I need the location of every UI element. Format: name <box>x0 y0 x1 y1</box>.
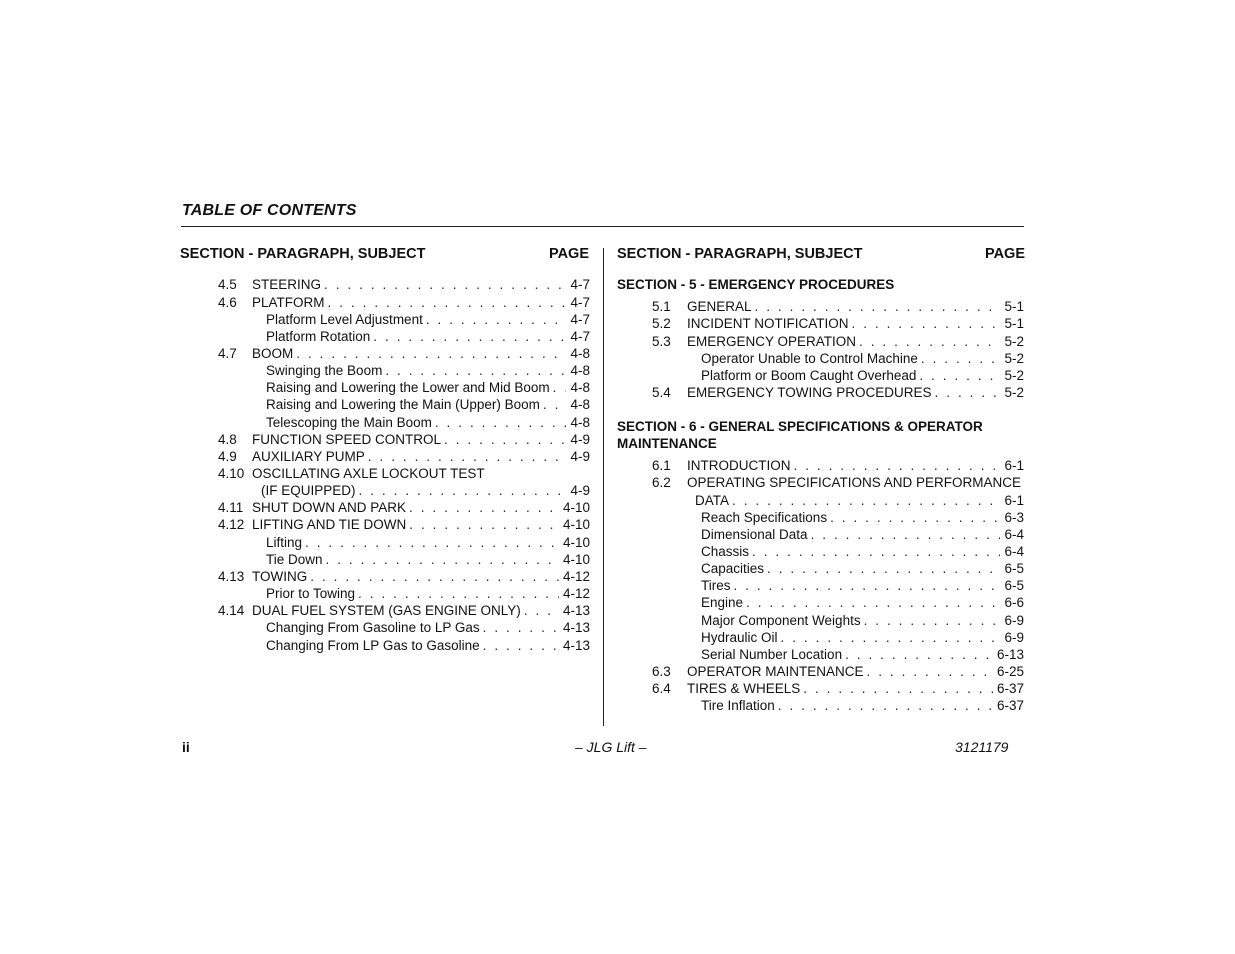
section6-heading-line2: MAINTENANCE <box>617 436 717 451</box>
toc-entry[interactable] <box>652 543 1024 560</box>
toc-entry[interactable] <box>652 560 1024 577</box>
toc-entry-page: 4-10 <box>562 552 590 567</box>
toc-entry-page: 4-8 <box>570 415 590 430</box>
toc-entry[interactable] <box>218 602 590 619</box>
toc-leader-dots <box>830 509 1000 526</box>
toc-leader-dots <box>483 619 559 636</box>
toc-entry[interactable] <box>652 680 1024 697</box>
toc-entry-number: 5.3 <box>652 334 671 349</box>
toc-entry-page: 5-2 <box>1004 351 1024 366</box>
toc-entry[interactable] <box>652 612 1024 629</box>
toc-entry[interactable] <box>652 629 1024 646</box>
toc-entry-page: 4-13 <box>562 620 590 635</box>
toc-entry-page: 4-12 <box>562 569 590 584</box>
toc-entry-page: 4-10 <box>562 535 590 550</box>
toc-entry-title: Dimensional Data <box>701 527 808 542</box>
toc-entry-page: 6-25 <box>996 664 1024 679</box>
toc-leader-dots <box>358 585 559 602</box>
toc-entry-title: PLATFORM <box>252 295 325 310</box>
toc-entry-page: 4-7 <box>570 312 590 327</box>
toc-entry[interactable] <box>218 568 590 585</box>
toc-entry[interactable] <box>218 465 590 482</box>
toc-entry-title: Changing From LP Gas to Gasoline <box>266 638 480 653</box>
toc-entry-page: 4-13 <box>562 638 590 653</box>
toc-leader-dots <box>553 379 567 396</box>
toc-entry-title: INCIDENT NOTIFICATION <box>687 316 849 331</box>
toc-leader-dots <box>781 629 1001 646</box>
toc-entry-page: 6-37 <box>996 698 1024 713</box>
column-divider <box>603 248 604 726</box>
toc-leader-dots <box>444 431 566 448</box>
toc-entry-title: DATA <box>695 493 730 508</box>
toc-entry[interactable] <box>218 396 590 413</box>
toc-entry-page: 6-9 <box>1004 613 1024 628</box>
left-heading-subject: SECTION - PARAGRAPH, SUBJECT <box>180 246 426 262</box>
toc-leader-dots <box>426 311 567 328</box>
toc-entry-page: 4-12 <box>562 586 590 601</box>
toc-entry-page: 4-8 <box>570 397 590 412</box>
toc-entry-page: 4-9 <box>570 449 590 464</box>
toc-entry-title: TOWING <box>252 569 308 584</box>
toc-entry-page: 4-7 <box>570 277 590 292</box>
toc-entry[interactable] <box>652 350 1024 367</box>
toc-entry[interactable] <box>218 345 590 362</box>
toc-entry-title: OSCILLATING AXLE LOCKOUT TEST <box>252 466 485 481</box>
page-title: TABLE OF CONTENTS <box>182 202 357 219</box>
toc-entry-title: LIFTING AND TIE DOWN <box>252 517 407 532</box>
toc-leader-dots <box>746 594 1000 611</box>
toc-entry-title: EMERGENCY OPERATION <box>687 334 857 349</box>
toc-entry-title: Tire Inflation <box>701 698 775 713</box>
toc-entry-title: (IF EQUIPPED) <box>261 483 356 498</box>
toc-entry-page: 4-9 <box>570 432 590 447</box>
toc-entry[interactable] <box>652 384 1024 401</box>
toc-entry-number: 6.4 <box>652 681 671 696</box>
title-divider <box>181 226 1024 227</box>
toc-entry-title: FUNCTION SPEED CONTROL <box>252 432 442 447</box>
toc-leader-dots <box>755 298 1001 315</box>
toc-leader-dots <box>752 543 1000 560</box>
toc-entry-number: 4.11 <box>218 500 244 515</box>
toc-entry-title: TIRES & WHEELS <box>687 681 801 696</box>
toc-entry-title: EMERGENCY TOWING PROCEDURES <box>687 385 932 400</box>
toc-entry[interactable] <box>218 294 590 311</box>
toc-entry-title: Telescoping the Main Boom <box>266 415 432 430</box>
toc-leader-dots <box>368 448 567 465</box>
toc-entry-number: 4.12 <box>218 517 245 532</box>
toc-leader-dots <box>811 526 1001 543</box>
toc-entry-page: 6-37 <box>996 681 1024 696</box>
toc-leader-dots <box>373 328 566 345</box>
toc-leader-dots <box>803 680 993 697</box>
toc-entry[interactable] <box>218 516 590 533</box>
toc-entry-title: AUXILIARY PUMP <box>252 449 365 464</box>
toc-leader-dots <box>845 646 993 663</box>
toc-leader-dots <box>778 697 993 714</box>
toc-entry[interactable] <box>218 551 590 568</box>
toc-leader-dots <box>524 602 559 619</box>
toc-leader-dots <box>767 560 1000 577</box>
toc-entry[interactable] <box>652 697 1024 714</box>
toc-entry[interactable] <box>652 315 1024 332</box>
toc-entry-title: BOOM <box>252 346 294 361</box>
toc-entry[interactable] <box>218 311 590 328</box>
toc-leader-dots <box>859 333 1000 350</box>
toc-entry-title: GENERAL <box>687 299 752 314</box>
toc-leader-dots <box>921 350 1001 367</box>
toc-entry-page: 6-6 <box>1004 595 1024 610</box>
toc-entry[interactable] <box>218 637 590 654</box>
toc-entry-number: 6.1 <box>652 458 671 473</box>
toc-entry-page: 6-1 <box>1004 458 1024 473</box>
toc-leader-dots <box>310 568 559 585</box>
toc-entry-number: 5.2 <box>652 316 671 331</box>
toc-entry-number: 5.1 <box>652 299 671 314</box>
toc-leader-dots <box>324 276 566 293</box>
toc-entry-title: Reach Specifications <box>701 510 828 525</box>
toc-leader-dots <box>305 534 559 551</box>
left-column-heading <box>180 246 589 262</box>
toc-entry[interactable] <box>652 474 1024 491</box>
toc-entry-title: Platform Level Adjustment <box>266 312 423 327</box>
toc-leader-dots <box>385 362 566 379</box>
toc-entry-page: 6-1 <box>1004 493 1024 508</box>
left-heading-page: PAGE <box>548 246 589 262</box>
toc-entry[interactable] <box>218 328 590 345</box>
toc-entry-title: DUAL FUEL SYSTEM (GAS ENGINE ONLY) <box>252 603 521 618</box>
toc-entry-page: 4-8 <box>570 363 590 378</box>
toc-entry-page: 6-3 <box>1004 510 1024 525</box>
toc-entry[interactable] <box>218 448 590 465</box>
toc-leader-dots <box>409 516 559 533</box>
toc-leader-dots <box>732 492 1000 509</box>
toc-entry[interactable] <box>652 646 1024 663</box>
toc-entry-number: 6.3 <box>652 664 671 679</box>
toc-leader-dots <box>326 551 559 568</box>
toc-entry-title: Changing From Gasoline to LP Gas <box>266 620 480 635</box>
toc-entry[interactable] <box>218 585 590 602</box>
toc-entry-page: 4-10 <box>562 517 590 532</box>
toc-entry[interactable] <box>218 362 590 379</box>
toc-entry-page: 4-7 <box>570 295 590 310</box>
toc-entry[interactable] <box>218 482 590 499</box>
toc-entry-title: Tires <box>701 578 731 593</box>
toc-entry[interactable] <box>218 414 590 431</box>
toc-entry[interactable] <box>652 526 1024 543</box>
toc-entry-title: STEERING <box>252 277 322 292</box>
toc-entry-title: Chassis <box>701 544 750 559</box>
toc-entry-page: 6-13 <box>996 647 1024 662</box>
toc-entry-title: Major Component Weights <box>701 613 861 628</box>
toc-entry-page: 6-5 <box>1004 561 1024 576</box>
toc-entry-page: 4-7 <box>570 329 590 344</box>
toc-leader-dots <box>864 612 1001 629</box>
toc-entry[interactable] <box>652 298 1024 315</box>
toc-entry[interactable] <box>218 534 590 551</box>
toc-leader-dots <box>543 396 567 413</box>
toc-entry-title: Lifting <box>266 535 303 550</box>
toc-entry-page: 4-10 <box>562 500 590 515</box>
toc-entry-page: 4-8 <box>570 346 590 361</box>
toc-entry-title: SHUT DOWN AND PARK <box>252 500 407 515</box>
right-column-heading <box>617 246 1025 262</box>
toc-entry-title: Capacities <box>701 561 765 576</box>
toc-leader-dots <box>919 367 1000 384</box>
toc-entry-title: OPERATING SPECIFICATIONS AND PERFORMANCE <box>687 475 1022 490</box>
toc-entry[interactable] <box>652 457 1024 474</box>
toc-entry[interactable] <box>652 663 1024 680</box>
toc-entry-number: 4.8 <box>218 432 237 447</box>
toc-leader-dots <box>483 637 559 654</box>
toc-entry-number: 4.6 <box>218 295 237 310</box>
toc-entry-page: 5-1 <box>1004 299 1024 314</box>
toc-entry-page: 6-9 <box>1004 630 1024 645</box>
toc-entry-title: Platform Rotation <box>266 329 371 344</box>
toc-leader-dots <box>409 499 559 516</box>
toc-entry-page: 6-4 <box>1004 527 1024 542</box>
toc-entry-title: Tie Down <box>266 552 323 567</box>
toc-entry[interactable] <box>218 499 590 516</box>
toc-entry-page: 6-5 <box>1004 578 1024 593</box>
toc-entry-number: 4.10 <box>218 466 245 481</box>
toc-entry-title: Engine <box>701 595 744 610</box>
toc-entry-title: Hydraulic Oil <box>701 630 778 645</box>
toc-entry[interactable] <box>218 276 590 293</box>
toc-entry-number: 4.13 <box>218 569 245 584</box>
right-heading-subject: SECTION - PARAGRAPH, SUBJECT <box>617 246 863 262</box>
toc-leader-dots <box>794 457 1001 474</box>
toc-leader-dots <box>296 345 566 362</box>
toc-entry[interactable] <box>652 577 1024 594</box>
toc-entry-number: 4.7 <box>218 346 237 361</box>
toc-entry-title: Swinging the Boom <box>266 363 383 378</box>
toc-entry-number: 6.2 <box>652 475 671 490</box>
toc-entry-number: 4.9 <box>218 449 237 464</box>
toc-entry-title: Platform or Boom Caught Overhead <box>701 368 917 383</box>
toc-entry-page: 6-4 <box>1004 544 1024 559</box>
toc-entry[interactable] <box>218 619 590 636</box>
toc-entry-number: 5.4 <box>652 385 671 400</box>
toc-entry-title: Serial Number Location <box>701 647 843 662</box>
toc-entry-title: Operator Unable to Control Machine <box>701 351 918 366</box>
toc-entry[interactable] <box>218 431 590 448</box>
toc-entry-title: Raising and Lowering the Lower and Mid Boom <box>266 380 550 395</box>
toc-entry-title: INTRODUCTION <box>687 458 791 473</box>
toc-leader-dots <box>935 384 1001 401</box>
toc-entry-number: 4.5 <box>218 277 237 292</box>
toc-entry-page: 5-2 <box>1004 334 1024 349</box>
toc-leader-dots <box>435 414 567 431</box>
toc-leader-dots <box>867 663 993 680</box>
toc-entry-title: OPERATOR MAINTENANCE <box>687 664 864 679</box>
toc-entry-page: 5-2 <box>1004 385 1024 400</box>
section5-heading: SECTION - 5 - EMERGENCY PROCEDURES <box>617 277 895 292</box>
toc-entry-page: 4-13 <box>562 603 590 618</box>
toc-entry-page: 4-9 <box>570 483 590 498</box>
toc-leader-dots <box>734 577 1001 594</box>
toc-entry-page: 4-8 <box>570 380 590 395</box>
toc-entry[interactable] <box>652 509 1024 526</box>
section6-heading-line1: SECTION - 6 - GENERAL SPECIFICATIONS & OPERATOR <box>617 419 983 434</box>
footer-page-number: ii <box>182 739 190 755</box>
toc-entry[interactable] <box>652 333 1024 350</box>
toc-entry-title: Prior to Towing <box>266 586 356 601</box>
toc-entry-page: 5-1 <box>1004 316 1024 331</box>
toc-entry-page: 5-2 <box>1004 368 1024 383</box>
toc-entry[interactable] <box>652 367 1024 384</box>
toc-leader-dots <box>359 482 567 499</box>
footer-center-text: – JLG Lift – <box>575 739 647 755</box>
toc-entry[interactable] <box>652 492 1024 509</box>
footer-doc-number: 3121179 <box>955 739 1009 755</box>
toc-entry-number: 4.14 <box>218 603 245 618</box>
toc-entry[interactable] <box>218 379 590 396</box>
toc-leader-dots <box>328 294 567 311</box>
right-heading-page: PAGE <box>984 246 1025 262</box>
toc-leader-dots <box>852 315 1001 332</box>
toc-entry-title: Raising and Lowering the Main (Upper) Boom <box>266 397 540 412</box>
toc-entry[interactable] <box>652 594 1024 611</box>
